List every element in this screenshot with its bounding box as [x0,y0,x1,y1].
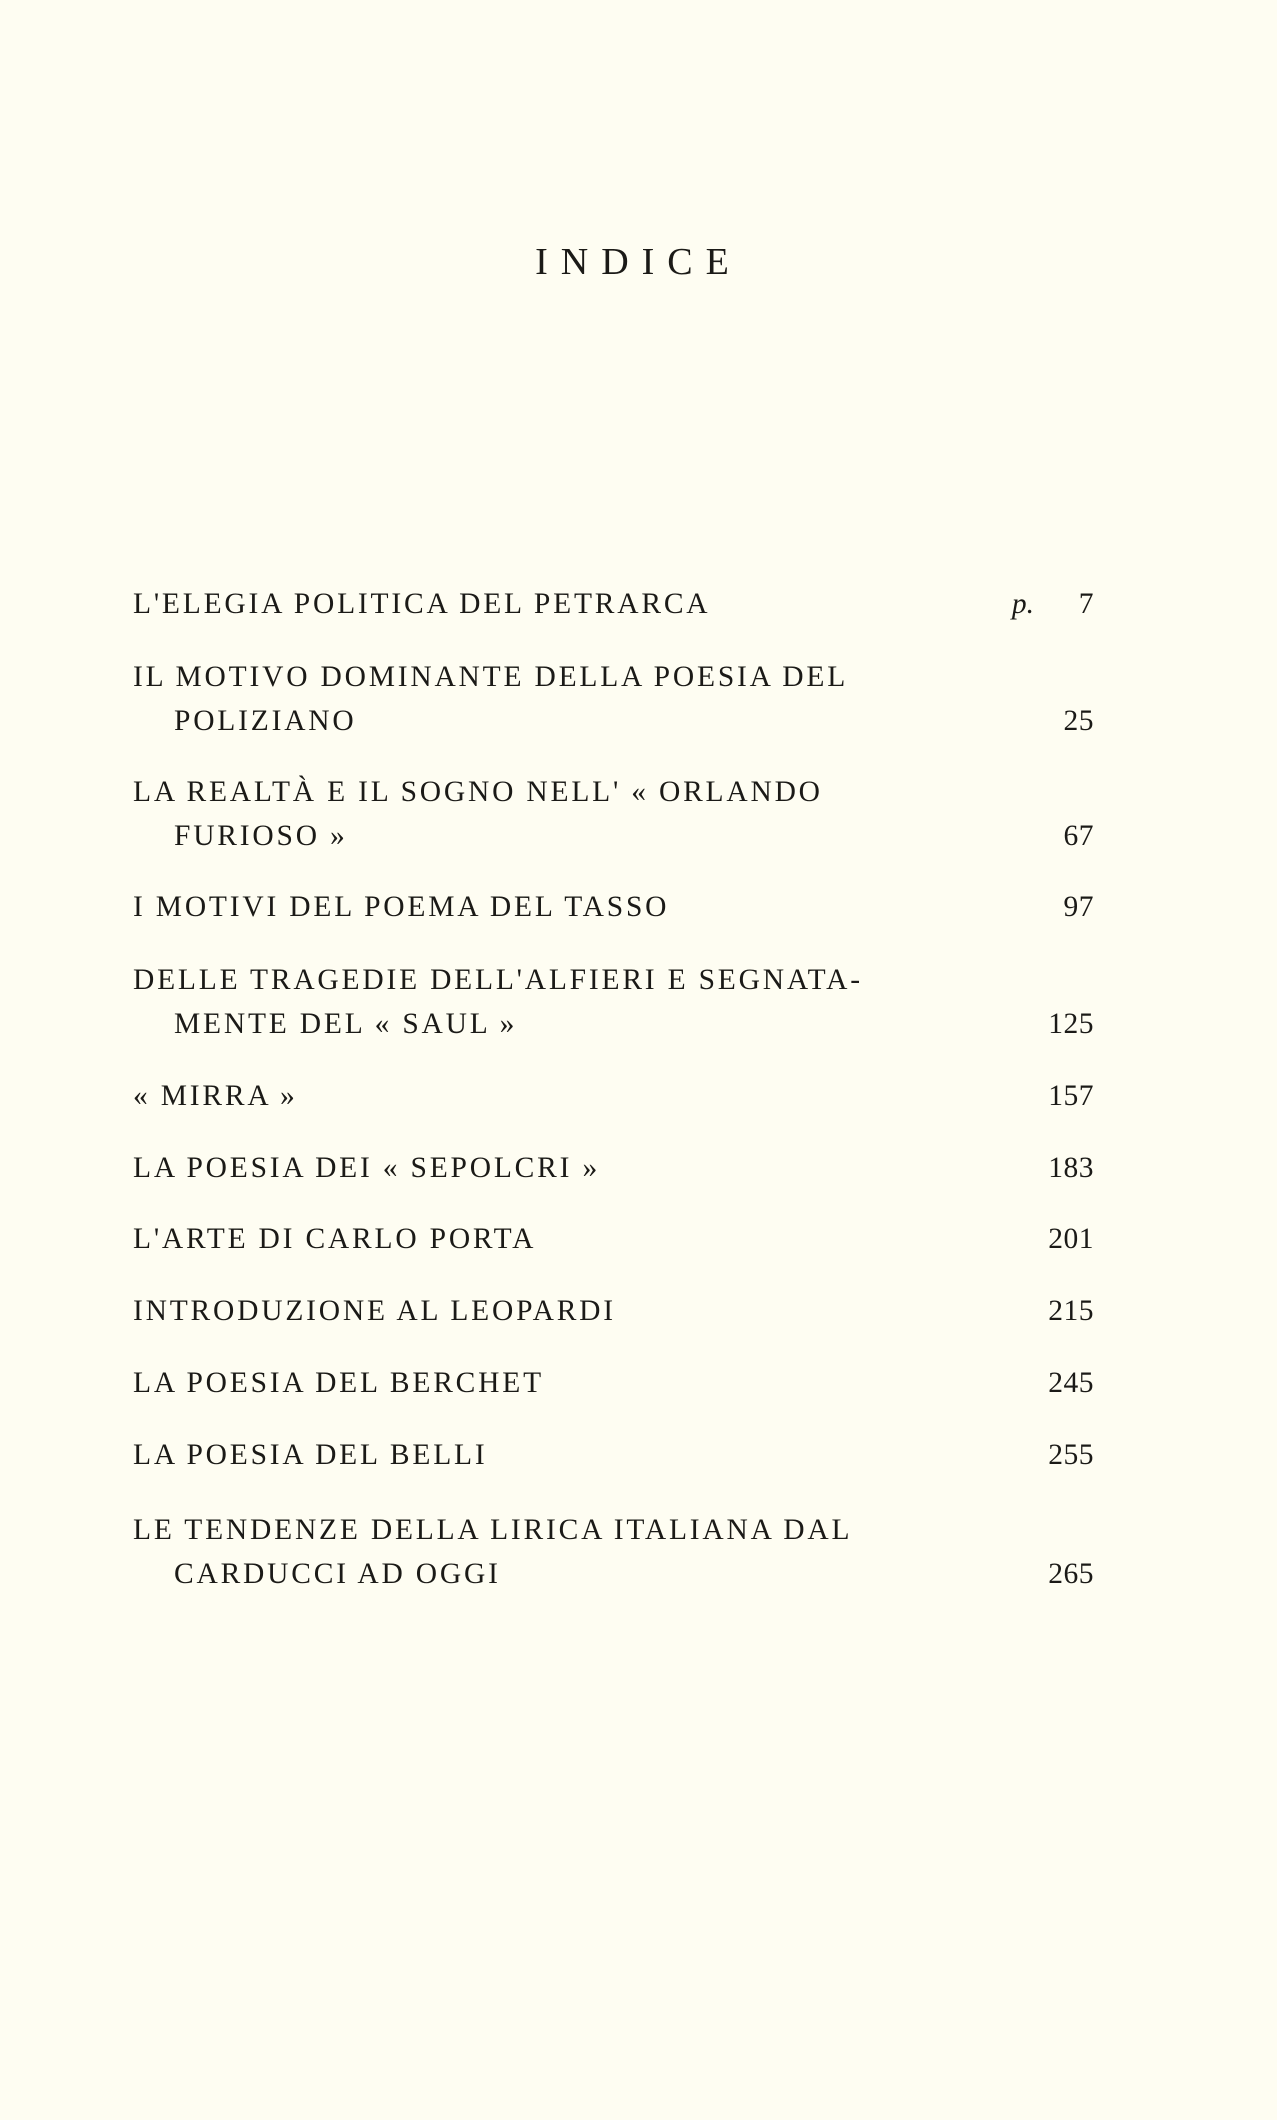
toc-entry [133,1433,1094,1477]
page-title: INDICE [535,241,742,283]
toc-entry-title-continuation: CARDUCCI AD OGGI [174,1558,501,1590]
toc-entry-title: DELLE TRAGEDIE DELL'ALFIERI E SEGNATA- [133,964,863,996]
toc-entry [133,1289,1094,1333]
page-prefix: p. [1011,588,1034,620]
toc-page-number: 255 [1048,1439,1094,1471]
toc-entry [133,655,1094,743]
toc-page-number: 25 [1063,705,1094,737]
toc-entry-title: IL MOTIVO DOMINANTE DELLA POESIA DEL [133,661,849,693]
toc-entry-title: I MOTIVI DEL POEMA DEL TASSO [133,891,670,923]
toc-entry [133,885,1094,929]
toc-page-number: 157 [1048,1080,1094,1112]
toc-page-number: 7 [1078,588,1094,620]
toc-entry [133,958,1094,1046]
toc-entry [133,1508,1094,1596]
toc-page-number: 183 [1048,1152,1094,1184]
toc-entry-title: L'ARTE DI CARLO PORTA [133,1223,537,1255]
toc-entry-title-continuation: POLIZIANO [174,705,357,737]
toc-entry-title: LE TENDENZE DELLA LIRICA ITALIANA DAL [133,1514,853,1546]
toc-entry-title-continuation: MENTE DEL « SAUL » [174,1008,518,1040]
toc-entry-title: LA POESIA DEL BELLI [133,1439,488,1471]
toc-page-number: 97 [1063,891,1094,923]
toc-entry [133,770,1094,858]
toc-entry-title: INTRODUZIONE AL LEOPARDI [133,1295,616,1327]
toc-entry-title: LA POESIA DEL BERCHET [133,1367,544,1399]
toc-entry [133,1217,1094,1261]
toc-entry-title: LA POESIA DEI « SEPOLCRI » [133,1152,600,1184]
toc-entry [133,1074,1094,1118]
toc-page-number: 67 [1063,820,1094,852]
toc-page-number: 265 [1048,1558,1094,1590]
toc-page-number: 201 [1048,1223,1094,1255]
toc-entry-title: L'ELEGIA POLITICA DEL PETRARCA [133,588,711,620]
toc-page-number: 245 [1048,1367,1094,1399]
toc-page-number: 215 [1048,1295,1094,1327]
toc-entry [133,1146,1094,1190]
toc-entry-title-continuation: FURIOSO » [174,820,348,852]
toc-entry-title: « MIRRA » [133,1080,298,1112]
toc-entry-title: LA REALTÀ E IL SOGNO NELL' « ORLANDO [133,776,823,808]
toc-entry [133,582,1094,626]
toc-page-number: 125 [1048,1008,1094,1040]
toc-entry [133,1361,1094,1405]
